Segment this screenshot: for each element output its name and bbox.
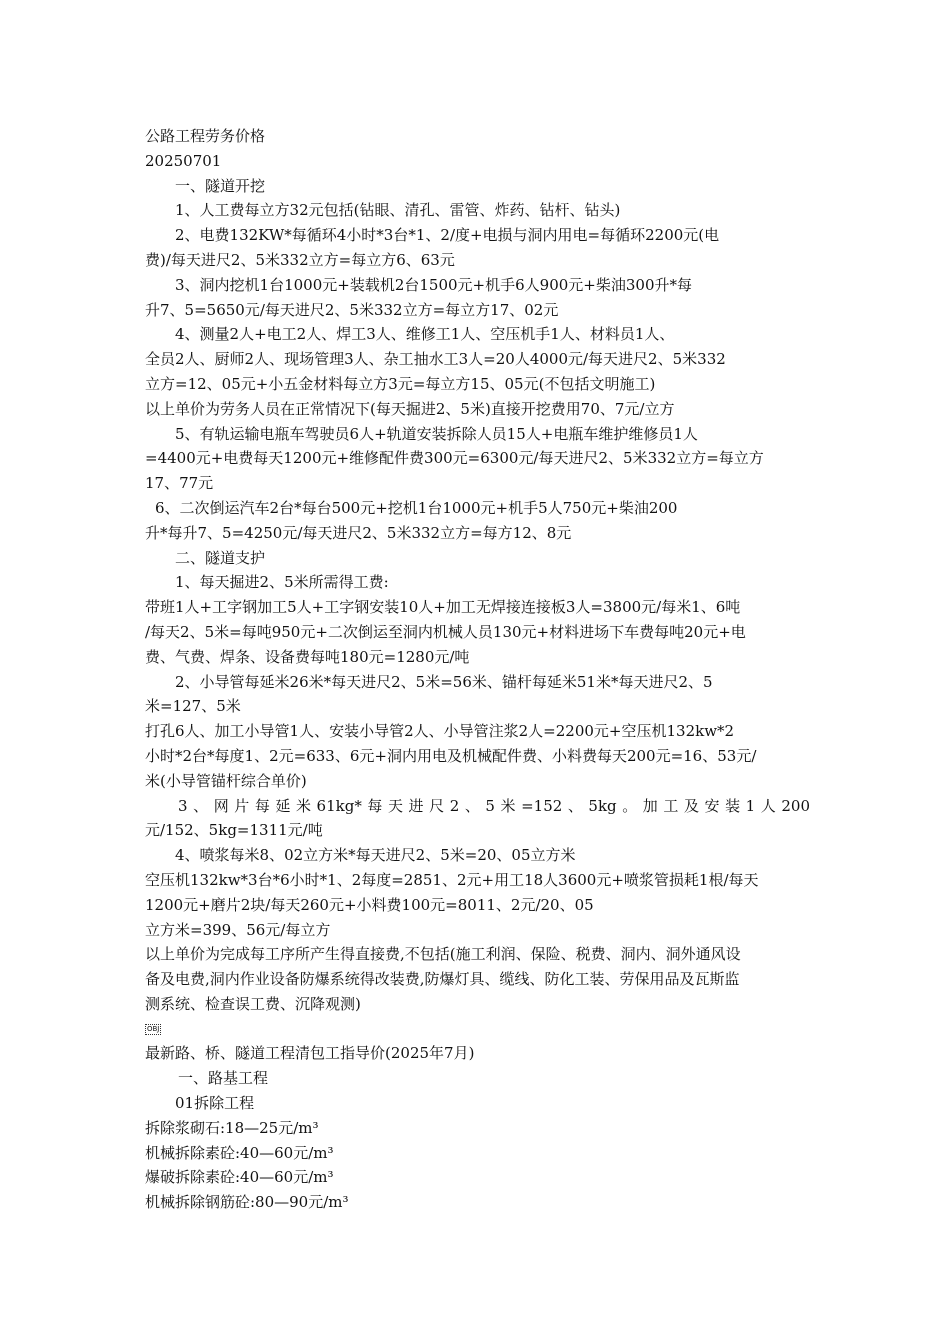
paragraph-line: 米(小导管锚杆综合单价) — [145, 771, 307, 790]
paragraph-line: 米=127、5米 — [145, 697, 241, 716]
paragraph-line: =4400元+电费每天1200元+维修配件费300元=6300元/每天进尺2、5米332立方=每立方 — [145, 449, 764, 468]
paragraph-line: 费)/每天进尺2、5米332立方=每立方6、63元 — [145, 250, 455, 269]
section-heading-tunnel-support: 二、隧道支护 — [175, 548, 266, 567]
paragraph-line: 升7、5=5650元/每天进尺2、5米332立方=每立方17、02元 — [145, 300, 559, 319]
embedded-object-marker — [145, 1017, 810, 1042]
paragraph-line: 2、电费132KW*每循环4小时*3台*1、2/度+电损与洞内用电=每循环2200元(电 — [175, 226, 720, 245]
paragraph-line: 以上单价为劳务人员在正常情况下(每天掘进2、5米)直接开挖费用70、7元/立方 — [145, 399, 675, 418]
document-date: 20250701 — [145, 151, 222, 170]
paragraph-line: 打孔6人、加工小导管1人、安装小导管2人、小导管注浆2人=2200元+空压机132kw*2 — [145, 722, 735, 741]
document-title: 公路工程劳务价格 — [145, 127, 266, 145]
paragraph-line: 费、气费、焊条、设备费每吨180元=1280元/吨 — [145, 647, 470, 666]
paragraph-line: 测系统、检查误工费、沉降观测) — [145, 994, 361, 1013]
paragraph-line: 2、小导管每延米26米*每天进尺2、5米=56米、锚杆每延米51米*每天进尺2、5 — [175, 672, 713, 691]
paragraph-line: 元/152、5kg=1311元/吨 — [145, 821, 323, 840]
section-heading-tunnel-excavation: 一、隧道开挖 — [175, 176, 266, 195]
paragraph-line: 全员2人、厨师2人、现场管理3人、杂工抽水工3人=20人4000元/每天进尺2、5米332 — [145, 350, 726, 369]
paragraph-line: 以上单价为完成每工序所产生得直接费,不包括(施工利润、保险、税费、洞内、洞外通风设 — [145, 945, 741, 964]
paragraph-line: 立方=12、05元+小五金材料每立方3元=每立方15、05元(不包括文明施工) — [145, 374, 656, 393]
paragraph-line: 升*每升7、5=4250元/每天进尺2、5米332立方=每方12、8元 — [145, 523, 572, 542]
paragraph-line: 小时*2台*每度1、2元=633、6元+洞内用电及机械配件费、小料费每天200元=16、53元/ — [145, 746, 757, 765]
paragraph-line: 立方米=399、56元/每立方 — [145, 920, 331, 939]
paragraph-line: 带班1人+工字钢加工5人+工字钢安装10人+加工无焊接连接板3人=3800元/每米1、6吨 — [145, 598, 741, 617]
paragraph-line: 3、洞内挖机1台1000元+装载机2台1500元+机手6人900元+柴油300升*每 — [175, 275, 692, 294]
price-item: 机械拆除素砼:40—60元/m³ — [145, 1143, 334, 1162]
paragraph-line: 1、每天掘进2、5米所需得工费: — [175, 573, 389, 592]
paragraph-line: /每天2、5米=每吨950元+二次倒运至洞内机械人员130元+材料进场下车费每吨20元+电 — [145, 622, 746, 641]
guide-title: 最新路、桥、隧道工程清包工指导价(2025年7月) — [145, 1044, 475, 1063]
paragraph-line: 1、人工费每立方32元包括(钻眼、清孔、雷管、炸药、钻杆、钻头) — [175, 201, 621, 220]
paragraph-line: 1200元+磨片2块/每天260元+小料费100元=8011、2元/20、05 — [145, 895, 594, 914]
price-item: 机械拆除钢筋砼:80—90元/m³ — [145, 1193, 349, 1212]
paragraph-line: 17、77元 — [145, 474, 214, 493]
paragraph-line: 4、喷浆每米8、02立方米*每天进尺2、5米=20、05立方米 — [175, 846, 576, 865]
paragraph-line: 3、网片每延米61kg*每天进尺2、5米=152、5kg。加工及安装1人200 — [178, 796, 810, 815]
price-item: 拆除浆砌石:18—25元/m³ — [145, 1118, 319, 1137]
document-page — [145, 124, 810, 1215]
price-item: 爆破拆除素砼:40—60元/m³ — [145, 1168, 334, 1187]
paragraph-line: 空压机132kw*3台*6小时*1、2每度=2851、2元+用工18人3600元+喷浆管损耗1根/每天 — [145, 870, 759, 889]
obj-placeholder-icon: OBJ — [147, 1025, 160, 1034]
paragraph-line: 6、二次倒运汽车2台*每台500元+挖机1台1000元+机手5人750元+柴油200 — [155, 498, 678, 517]
paragraph-line: 5、有轨运输电瓶车驾驶员6人+轨道安装拆除人员15人+电瓶车维护维修员1人 — [175, 424, 698, 443]
paragraph-line: 4、测量2人+电工2人、焊工3人、维修工1人、空压机手1人、材料员1人、 — [175, 325, 675, 344]
guide-subsection-heading: 01拆除工程 — [175, 1094, 255, 1113]
paragraph-line: 备及电费,洞内作业设备防爆系统得改装费,防爆灯具、缆线、防化工装、劳保用品及瓦斯监 — [145, 970, 740, 989]
guide-section-heading: 一、路基工程 — [178, 1069, 269, 1088]
